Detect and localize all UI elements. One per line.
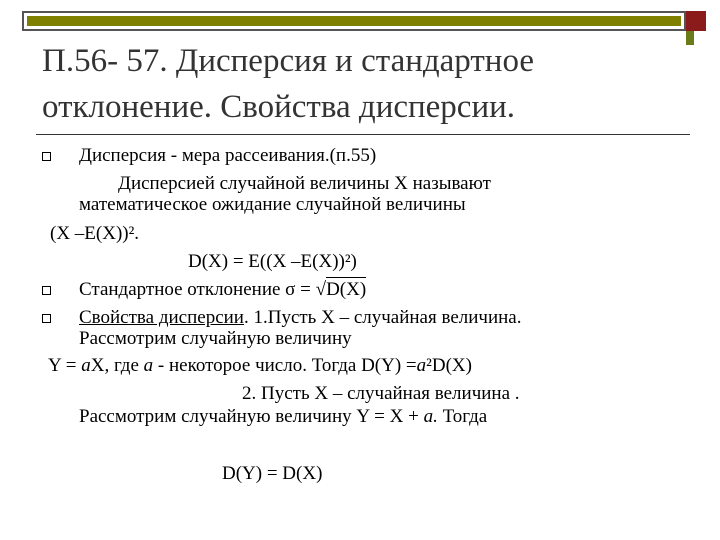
property-1-intro: . 1.Пусть X – случайная величина. [243, 307, 522, 328]
accent-square [686, 11, 706, 31]
std-deviation-text: Стандартное отклонение σ = √ [79, 279, 327, 300]
title-line-1: П.56- 57. Дисперсия и стандартное [42, 43, 535, 79]
property-2-line-2 [79, 406, 487, 428]
a-var: a [143, 355, 154, 376]
top-band-fill [27, 16, 681, 26]
property-2-line-1: 2. Пусть X – случайная величина . [242, 383, 520, 404]
some-number-text: - некоторое число. Тогда D(Y) = [153, 355, 417, 376]
p2-text: Рассмотрим случайную величину Y = X + [79, 406, 424, 427]
y-x-where: X, где [90, 355, 144, 376]
a-squared-dx: ²D(X) [426, 355, 472, 376]
title-divider [36, 134, 690, 135]
bullet-std-deviation [79, 279, 366, 301]
a-var: a [81, 355, 91, 376]
square-bullet-icon [42, 314, 51, 323]
definition-line-3: (X –E(X))². [50, 223, 140, 244]
bullet-properties [79, 307, 522, 329]
title-line-2: отклонение. Свойства дисперсии. [42, 89, 516, 125]
a-var: a [416, 355, 427, 376]
sqrt-argument: D(X) [326, 279, 367, 300]
definition-line-1: Дисперсией случайной величины X называют [118, 173, 491, 194]
definition-line-2: математическое ожидание случайной величины [79, 194, 466, 215]
y-eq: Y = [48, 355, 82, 376]
property-2-formula: D(Y) = D(X) [222, 463, 323, 484]
properties-heading: Свойства дисперсии [79, 307, 244, 328]
square-bullet-icon [42, 152, 51, 161]
property-1-formula [48, 355, 472, 377]
property-1-line-2: Рассмотрим случайную величину [79, 328, 352, 349]
p2-then: Тогда [437, 406, 488, 427]
slide-title [42, 38, 682, 130]
bullet-dispersion: Дисперсия - мера рассеивания.(п.55) [79, 145, 377, 166]
top-decorative-band [22, 11, 686, 31]
square-bullet-icon [42, 286, 51, 295]
variance-formula: D(X) = E((X –E(X))²) [188, 251, 357, 272]
a-var: a. [423, 406, 438, 427]
accent-shade [686, 31, 694, 45]
